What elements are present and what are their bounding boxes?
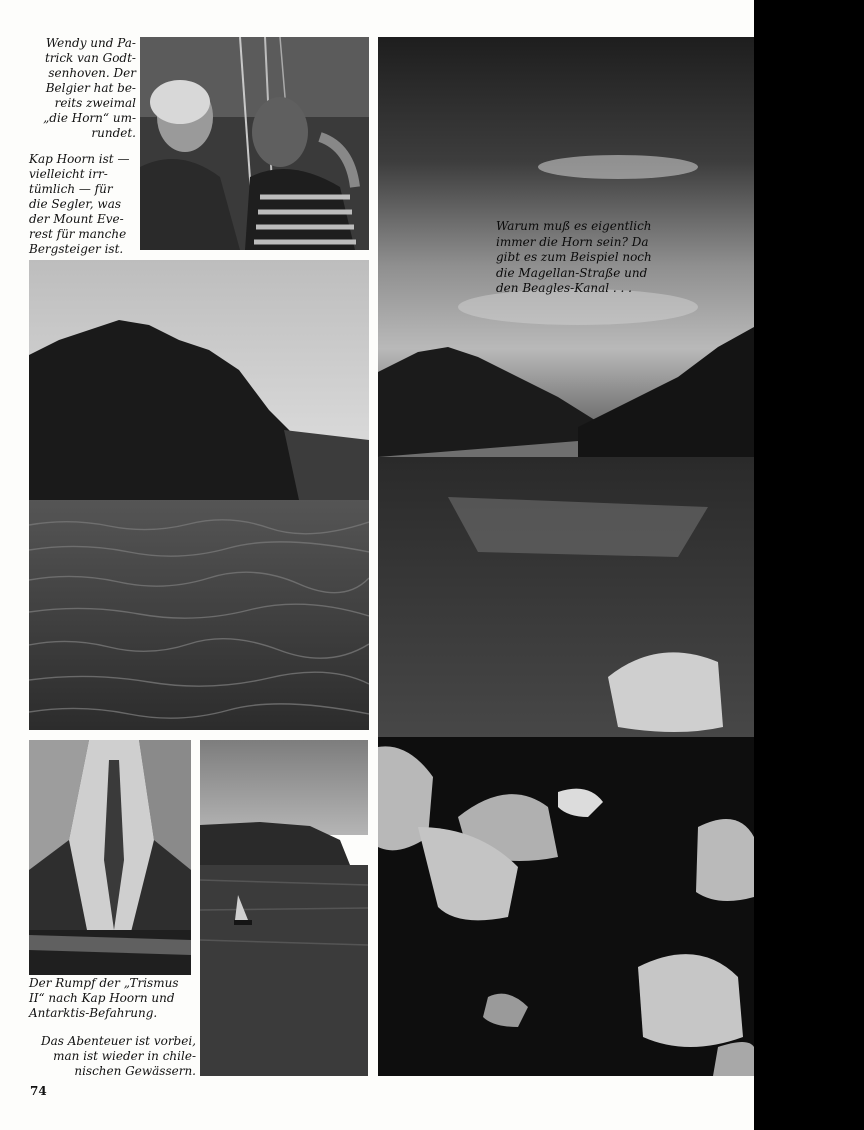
caption-line: Der Rumpf der „Trismus <box>29 976 179 990</box>
caption-line: II“ nach Kap Hoorn und <box>29 991 175 1005</box>
caption-everest <box>29 152 139 257</box>
caption-line: rundet. <box>91 126 136 140</box>
photo-magellan-strait <box>378 37 754 1076</box>
caption-line: die Segler, was <box>29 197 122 211</box>
caption-line: rest für manche <box>29 227 127 241</box>
caption-line: Bergsteiger ist. <box>29 242 124 256</box>
caption-line: Das Abenteuer ist vorbei, <box>40 1034 196 1048</box>
caption-line: gibt es zum Beispiel noch <box>496 250 652 264</box>
caption-line: senhoven. Der <box>48 66 136 80</box>
caption-adventure <box>20 1034 196 1079</box>
caption-portrait <box>28 36 136 141</box>
caption-line: den Beagles-Kanal . . . <box>496 281 632 295</box>
photo-cape-horn-sea <box>29 260 369 730</box>
page-number: 74 <box>30 1084 47 1098</box>
caption-line: Antarktis-Befahrung. <box>29 1006 158 1020</box>
caption-line: die Magellan-Straße und <box>496 265 648 280</box>
caption-line: „die Horn“ um- <box>43 111 136 125</box>
caption-line: der Mount Eve- <box>29 212 124 226</box>
photo-boat-chile <box>200 740 368 1076</box>
photo-hull <box>29 740 191 975</box>
caption-hull <box>29 976 199 1021</box>
caption-line: immer die Horn sein? Da <box>496 234 649 249</box>
caption-line: trick van Godt- <box>44 51 136 65</box>
caption-magellan <box>496 219 656 297</box>
caption-line: reits zweimal <box>54 96 136 110</box>
caption-line: Wendy und Pa- <box>45 36 136 50</box>
photo-couple-portrait <box>140 37 369 250</box>
caption-line: vielleicht irr- <box>29 167 108 181</box>
caption-line: nischen Gewässern. <box>74 1064 196 1078</box>
caption-line: Kap Hoorn ist — <box>29 152 130 166</box>
caption-line: Warum muß es eigentlich <box>496 219 652 233</box>
page-edge-shadow <box>754 0 864 1130</box>
caption-line: Belgier hat be- <box>45 81 136 95</box>
caption-line: tümlich — für <box>29 182 113 196</box>
caption-line: man ist wieder in chile- <box>53 1049 196 1063</box>
